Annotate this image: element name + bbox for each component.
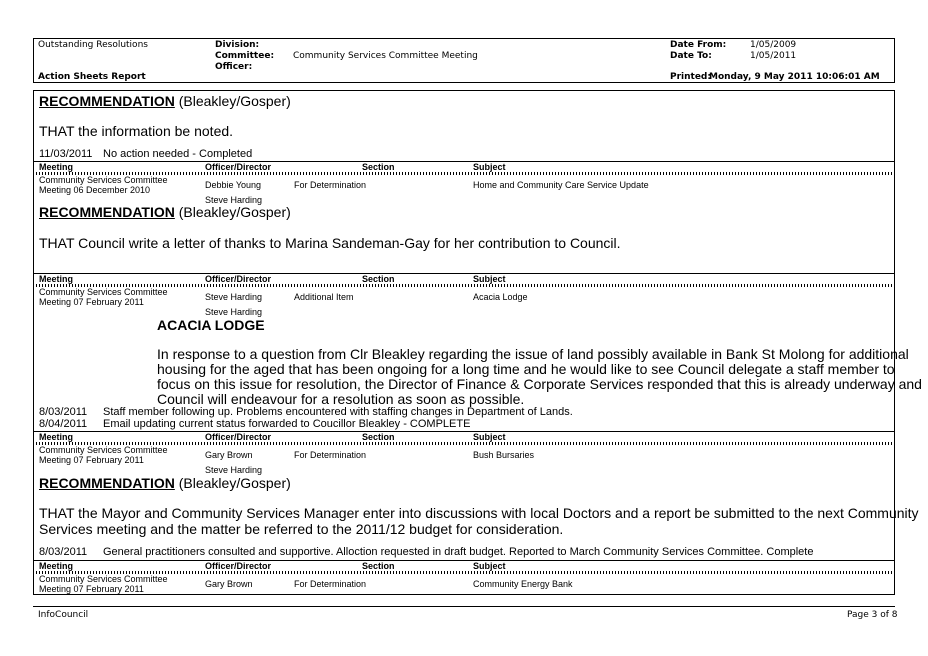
meeting-line1: Community Services Committee [39, 445, 168, 455]
action-text: General practitioners consulted and supportive. Alloction requested in draft budget. Reported to March Community Services Committee. Complete [103, 546, 814, 558]
footer-app-name: InfoCouncil [38, 610, 89, 620]
recommendation-label: RECOMMENDATION [39, 204, 175, 220]
page-number: Page 3 of 8 [847, 610, 898, 620]
subject-value: Bush Bursaries [473, 450, 535, 460]
officer-2: Steve Harding [205, 195, 263, 205]
meeting-line2: Meeting 07 February 2011 [39, 297, 144, 307]
action-date: 8/03/2011 [39, 546, 88, 558]
recommendation-movers: (Bleakley/Gosper) [178, 204, 291, 220]
recommendation-movers: (Bleakley/Gosper) [178, 475, 291, 491]
resolution-text: THAT the information be noted. [39, 123, 234, 139]
col-meeting: Meeting [39, 432, 74, 442]
recommendation-label: RECOMMENDATION [39, 93, 175, 109]
report-type: Action Sheets Report [38, 72, 146, 82]
committee-label: Committee: [215, 51, 275, 61]
action-text: Email updating current status forwarded to Coucillor Bleakley - COMPLETE [103, 418, 471, 430]
col-officer: Officer/Director [205, 162, 272, 172]
recommendation-heading [39, 475, 291, 491]
officer-label: Officer: [215, 62, 253, 72]
printed-label: Printed: [670, 72, 711, 82]
col-meeting: Meeting [39, 274, 74, 284]
subject-value: Acacia Lodge [473, 292, 528, 302]
col-section: Section [362, 274, 395, 284]
officer-2: Steve Harding [205, 307, 263, 317]
meeting-line1: Community Services Committee [39, 175, 168, 185]
action-text: No action needed - Completed [103, 148, 253, 160]
resolution-text-line-1: THAT the Mayor and Community Services Manager enter into discussions with local Doctors and a report be submitted to the next Community [39, 505, 919, 521]
col-officer: Officer/Director [205, 274, 272, 284]
meeting-line2: Meeting 07 February 2011 [39, 455, 144, 465]
committee-value: Community Services Committee Meeting [293, 51, 478, 61]
recommendation-heading [39, 93, 291, 109]
section-value: For Determination [294, 180, 367, 190]
col-meeting: Meeting [39, 162, 74, 172]
col-section: Section [362, 432, 395, 442]
meeting-line2: Meeting 06 December 2010 [39, 185, 151, 195]
officer-1: Gary Brown [205, 579, 253, 589]
officer-2: Steve Harding [205, 465, 263, 475]
col-section: Section [362, 561, 395, 571]
recommendation-heading [39, 204, 291, 220]
action-date: 11/03/2011 [39, 148, 93, 160]
officer-1: Debbie Young [205, 180, 262, 190]
col-subject: Subject [473, 274, 506, 284]
resolution-text-line-2: Services meeting and the matter be referred to the 2011/12 budget for consideration. [39, 521, 564, 537]
division-label: Division: [215, 40, 260, 50]
printed-value: Monday, 9 May 2011 10:06:01 AM [709, 72, 880, 82]
col-meeting: Meeting [39, 561, 74, 571]
paragraph-line-1: In response to a question from Clr Bleakley regarding the issue of land possibly available in Bank St Molong for additional [157, 346, 909, 362]
resolution-text: THAT Council write a letter of thanks to Marina Sandeman-Gay for her contribution to Council. [39, 235, 621, 251]
col-subject: Subject [473, 432, 506, 442]
action-date: 8/03/2011 [39, 406, 88, 418]
action-date: 8/04/2011 [39, 418, 88, 430]
item-heading: ACACIA LODGE [157, 317, 265, 333]
paragraph-line-4: Council will endeavour for a resolution as soon as possible. [157, 391, 525, 407]
date-from-label: Date From: [670, 40, 727, 50]
paragraph-line-2: housing for the aged that has been ongoing for a long time and he would like to see Council delegate a staff member to [157, 361, 895, 377]
col-officer: Officer/Director [205, 432, 272, 442]
meeting-line1: Community Services Committee [39, 287, 168, 297]
date-from-value: 1/05/2009 [750, 40, 797, 50]
subject-value: Community Energy Bank [473, 579, 573, 589]
recommendation-label: RECOMMENDATION [39, 475, 175, 491]
section-value: Additional Item [294, 292, 354, 302]
meeting-line1: Community Services Committee [39, 574, 168, 584]
report-name: Outstanding Resolutions [38, 40, 148, 50]
officer-1: Steve Harding [205, 292, 263, 302]
officer-1: Gary Brown [205, 450, 253, 460]
section-value: For Determination [294, 450, 367, 460]
date-to-label: Date To: [670, 51, 712, 61]
date-to-value: 1/05/2011 [750, 51, 797, 61]
col-subject: Subject [473, 162, 506, 172]
meeting-line2: Meeting 07 February 2011 [39, 584, 144, 594]
col-subject: Subject [473, 561, 506, 571]
col-section: Section [362, 162, 395, 172]
col-officer: Officer/Director [205, 561, 272, 571]
subject-value: Home and Community Care Service Update [473, 180, 649, 190]
action-text: Staff member following up. Problems encountered with staffing changes in Department of Lands. [103, 406, 573, 418]
recommendation-movers: (Bleakley/Gosper) [178, 93, 291, 109]
paragraph-line-3: focus on this issue for resolution, the Director of Finance & Corporate Services responded that this is already underway and [157, 376, 922, 392]
section-value: For Determination [294, 579, 367, 589]
